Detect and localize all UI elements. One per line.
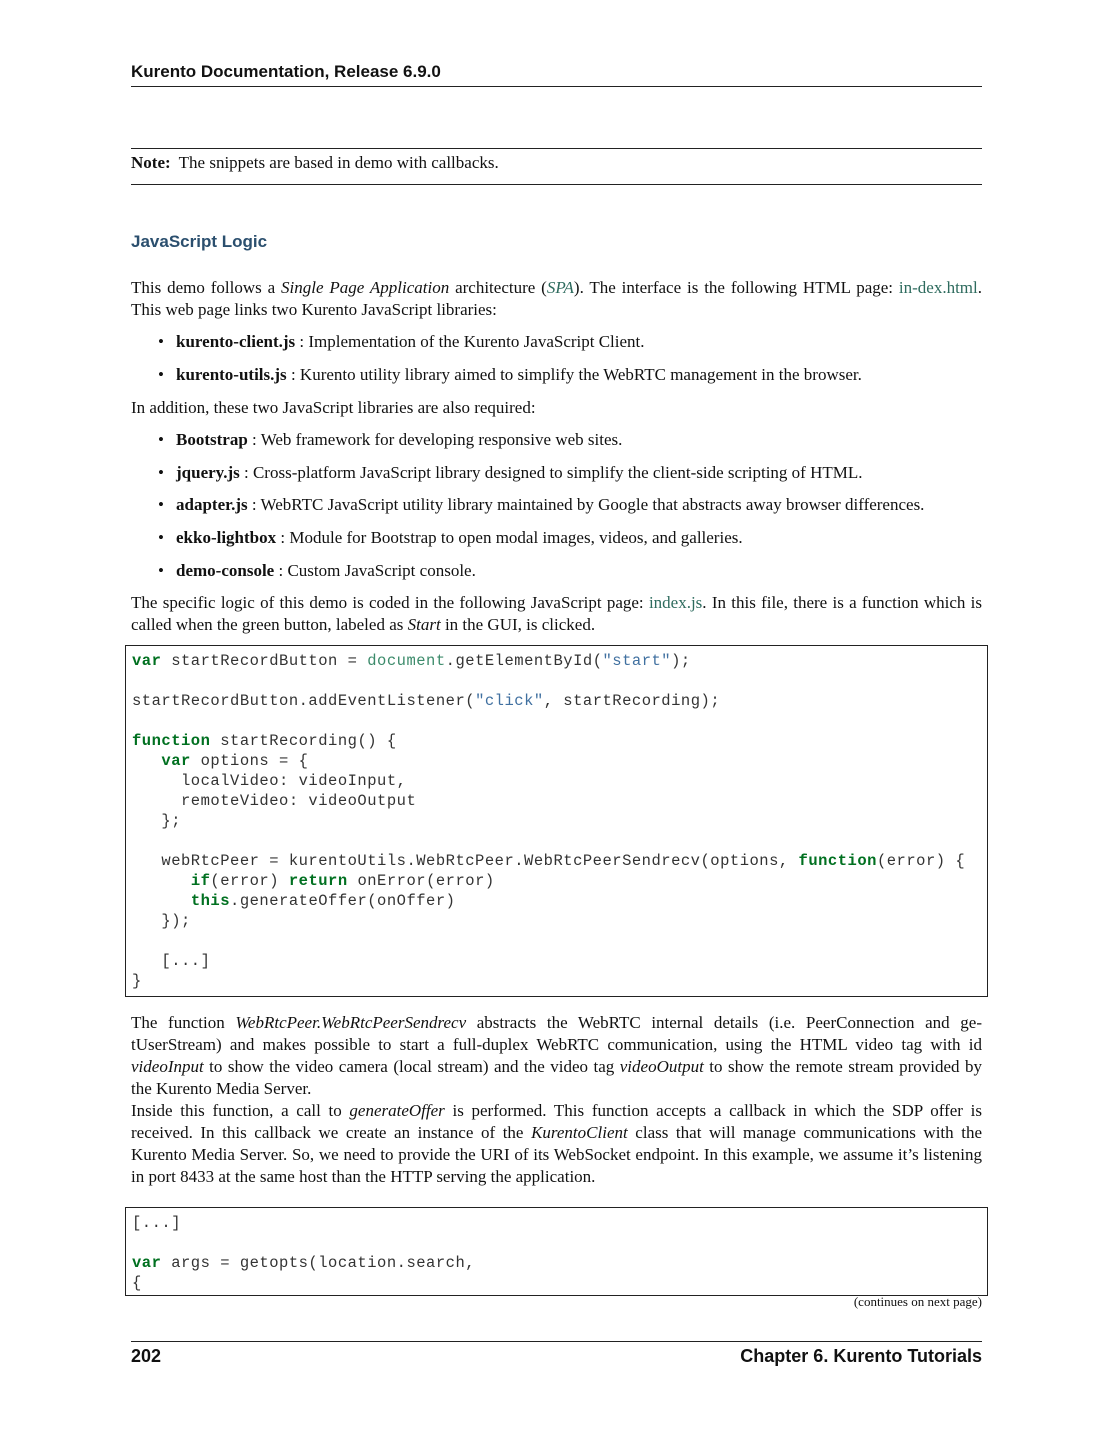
text: : Web framework for developing responsive web sites. bbox=[247, 430, 623, 449]
text: (error) bbox=[210, 872, 289, 890]
list-item bbox=[158, 560, 988, 582]
bullet-icon: • bbox=[158, 365, 164, 384]
text: : Module for Bootstrap to open modal images, videos, and galleries. bbox=[276, 528, 743, 547]
text: : Custom JavaScript console. bbox=[274, 561, 476, 580]
code-line bbox=[132, 791, 987, 811]
text: } bbox=[132, 972, 142, 990]
code-line bbox=[132, 711, 987, 731]
list-item-text bbox=[176, 331, 988, 353]
text: startRecording() { bbox=[210, 732, 397, 750]
footer bbox=[131, 1346, 982, 1367]
code-keyword: var bbox=[132, 652, 162, 670]
paragraph bbox=[131, 277, 982, 321]
emphasis-text: generateOffer bbox=[349, 1101, 445, 1120]
code-line bbox=[132, 891, 987, 911]
text: ); bbox=[671, 652, 691, 670]
bullet-icon: • bbox=[158, 463, 164, 482]
emphasis-text: videoOutput bbox=[619, 1057, 704, 1076]
code-keyword: if bbox=[190, 872, 211, 890]
list-item bbox=[158, 462, 988, 484]
text: webRtcPeer = kurentoUtils.WebRtcPeer.WebRtcPeerSendrecv(options, bbox=[132, 852, 799, 870]
code-line bbox=[132, 671, 987, 691]
text bbox=[132, 892, 191, 910]
code-line bbox=[132, 831, 987, 851]
emphasis-text: Single Page Application bbox=[281, 278, 450, 297]
note-bottom-rule bbox=[131, 184, 982, 185]
text: , startRecording); bbox=[543, 692, 721, 710]
code-keyword: function bbox=[798, 852, 877, 870]
emphasis-text: Start bbox=[407, 615, 441, 634]
code-line bbox=[132, 731, 987, 751]
emphasis-text: KurentoClient bbox=[531, 1123, 628, 1142]
text: startRecordButton.addEventListener( bbox=[132, 692, 476, 710]
text: architecture ( bbox=[449, 278, 547, 297]
text: . In this file, there is a function which is called when the green button, labeled as bbox=[131, 593, 982, 634]
library-name: kurento-client.js bbox=[176, 332, 296, 351]
note-text: The snippets are based in demo with callbacks. bbox=[178, 153, 499, 172]
list-item-text bbox=[176, 462, 988, 484]
list-item-text bbox=[176, 364, 988, 386]
code-line bbox=[132, 911, 987, 931]
text: : Implementation of the Kurento JavaScript Client. bbox=[295, 332, 645, 351]
text: : Cross-platform JavaScript library designed to simplify the client-side scripting of HTML. bbox=[239, 463, 863, 482]
library-name: demo-console bbox=[176, 561, 275, 580]
text: to show the remote stream provided by the Kurento Media Server. bbox=[131, 1057, 983, 1098]
text: . This web page links two Kurento JavaScript libraries: bbox=[131, 278, 983, 319]
code-keyword: return bbox=[288, 872, 348, 890]
bullet-icon: • bbox=[158, 332, 164, 351]
bullet-icon: • bbox=[158, 495, 164, 514]
text bbox=[132, 752, 161, 770]
text: in the GUI, is clicked. bbox=[440, 615, 596, 634]
text: localVideo: videoInput, bbox=[132, 772, 407, 790]
list-item-text bbox=[176, 429, 988, 451]
code-builtin: document bbox=[367, 652, 446, 670]
list-item bbox=[158, 494, 988, 516]
list-item-text bbox=[176, 494, 988, 516]
library-name: Bootstrap bbox=[176, 430, 248, 449]
section-heading: JavaScript Logic bbox=[131, 232, 268, 251]
text: onError(error) bbox=[347, 872, 495, 890]
text: [...] bbox=[132, 1214, 182, 1232]
code-line bbox=[132, 851, 987, 871]
text bbox=[132, 872, 191, 890]
running-header: Kurento Documentation, Release 6.9.0 bbox=[131, 62, 441, 81]
library-name: ekko-lightbox bbox=[176, 528, 277, 547]
code-block bbox=[125, 1207, 988, 1296]
text: In addition, these two JavaScript libraries are also required: bbox=[131, 398, 536, 417]
bullet-icon: • bbox=[158, 430, 164, 449]
code-line bbox=[132, 931, 987, 951]
text: to show the video camera (local stream) and the video tag bbox=[203, 1057, 620, 1076]
note-top-rule bbox=[131, 148, 982, 149]
code-keyword: function bbox=[132, 732, 211, 750]
code-string: "click" bbox=[475, 692, 544, 710]
bullet-icon: • bbox=[158, 561, 164, 580]
text: The function bbox=[131, 1013, 236, 1032]
footer-rule bbox=[131, 1341, 982, 1342]
code-string: "start" bbox=[602, 652, 672, 670]
code-block bbox=[125, 645, 988, 997]
link[interactable]: index.js bbox=[648, 593, 703, 612]
library-name: adapter.js bbox=[176, 495, 248, 514]
code-line bbox=[132, 871, 987, 891]
text: }); bbox=[132, 912, 191, 930]
code-line bbox=[132, 1213, 987, 1233]
continues-note: (continues on next page) bbox=[853, 1294, 982, 1309]
header-rule bbox=[131, 86, 982, 87]
list-item bbox=[158, 364, 988, 386]
code-line bbox=[132, 1233, 987, 1253]
paragraph bbox=[131, 1100, 982, 1188]
text: }; bbox=[132, 812, 182, 830]
code-line bbox=[132, 951, 987, 971]
code-line bbox=[132, 971, 987, 991]
code-line bbox=[132, 651, 987, 671]
list-item bbox=[158, 527, 988, 549]
code-line bbox=[132, 1273, 987, 1293]
text: (error) { bbox=[876, 852, 966, 870]
text: : WebRTC JavaScript utility library maintained by Google that abstracts away browser differences. bbox=[247, 495, 925, 514]
text: remoteVideo: videoOutput bbox=[132, 792, 417, 810]
list-item-text bbox=[176, 527, 988, 549]
paragraph bbox=[131, 1012, 982, 1100]
note-label: Note: bbox=[131, 153, 171, 172]
text: is performed. This function accepts a callback in which the SDP offer is received. In this callback we create an instance of the bbox=[131, 1101, 982, 1142]
code-line bbox=[132, 771, 987, 791]
code-line bbox=[132, 811, 987, 831]
link[interactable]: in-dex.html bbox=[898, 278, 978, 297]
list-item bbox=[158, 331, 988, 353]
bullet-icon: • bbox=[158, 528, 164, 547]
text: : Kurento utility library aimed to simplify the WebRTC management in the browser. bbox=[286, 365, 862, 384]
code-line bbox=[132, 751, 987, 771]
emphasis-text: WebRtcPeer.WebRtcPeerSendrecv bbox=[235, 1013, 467, 1032]
note-box bbox=[131, 153, 982, 173]
code-line bbox=[132, 1253, 987, 1273]
paragraph bbox=[131, 397, 982, 419]
text: This demo follows a bbox=[131, 278, 282, 297]
code-line bbox=[132, 691, 987, 711]
text: class that will manage communications with the Kurento Media Server. So, we need to provide the URI of its WebSocket endpoint. In this example, we assume it’s listening in port 8433 at the same host than the HTTP serving the application. bbox=[131, 1123, 982, 1186]
text: startRecordButton = bbox=[161, 652, 368, 670]
emphasis-text: videoInput bbox=[131, 1057, 204, 1076]
page-number: 202 bbox=[131, 1346, 162, 1366]
text: { bbox=[132, 1274, 142, 1292]
link[interactable]: SPA bbox=[546, 278, 574, 297]
text: .generateOffer(onOffer) bbox=[230, 892, 456, 910]
text: abstracts the WebRTC internal details (i.e. PeerConnection and ge-tUserStream) and makes possible to start a full-duplex WebRTC communication, using the HTML video tag with id bbox=[131, 1013, 982, 1054]
text: Inside this function, a call to bbox=[131, 1101, 350, 1120]
paragraph bbox=[131, 592, 982, 636]
text: The specific logic of this demo is coded in the following JavaScript page: bbox=[131, 593, 649, 612]
code-keyword: this bbox=[190, 892, 231, 910]
list-item-text bbox=[176, 560, 988, 582]
text: ). The interface is the following HTML page: bbox=[573, 278, 899, 297]
text: .getElementById( bbox=[445, 652, 603, 670]
code-keyword: var bbox=[132, 1254, 162, 1272]
text: [...] bbox=[132, 952, 211, 970]
text: options = { bbox=[190, 752, 309, 770]
list-item bbox=[158, 429, 988, 451]
library-name: kurento-utils.js bbox=[176, 365, 287, 384]
library-name: jquery.js bbox=[176, 463, 240, 482]
text: args = getopts(location.search, bbox=[161, 1254, 476, 1272]
chapter-title: Chapter 6. Kurento Tutorials bbox=[740, 1346, 982, 1366]
code-keyword: var bbox=[161, 752, 191, 770]
